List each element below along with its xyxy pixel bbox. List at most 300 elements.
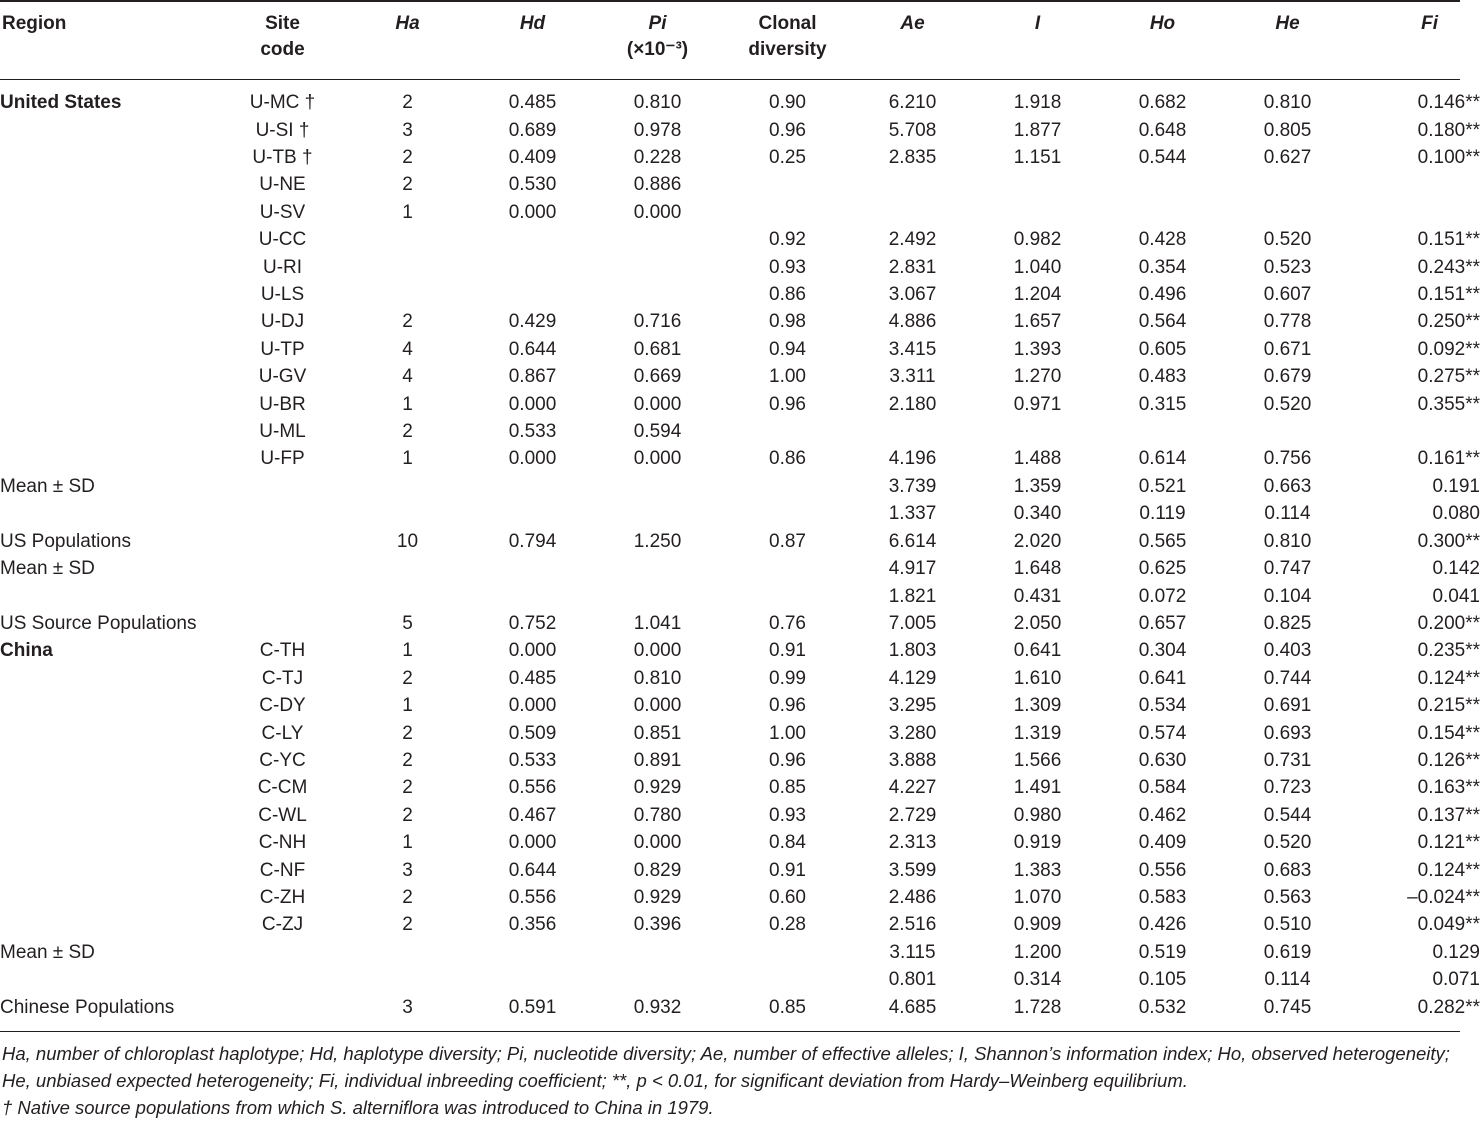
table-row [0, 802, 1480, 829]
pi-cell: 0.932 [633, 996, 682, 1018]
hd-cell [475, 582, 590, 609]
region-cell [0, 582, 225, 609]
ha-cell: 2 [402, 311, 413, 333]
ha-cell: 5 [402, 612, 413, 634]
he-cell: 0.520 [1263, 832, 1312, 854]
header-ho: Ho [1149, 13, 1176, 34]
site-code-cell: C-NF [259, 859, 306, 881]
i-cell: 1.566 [1013, 749, 1062, 771]
table-row [0, 637, 1480, 664]
i-cell: 0.909 [1013, 914, 1062, 936]
hd-cell [475, 500, 590, 527]
region-cell [0, 171, 225, 198]
site-code-cell: C-TJ [261, 667, 304, 689]
hd-cell: 0.591 [508, 996, 557, 1018]
pi-cell: 0.810 [633, 92, 682, 114]
table-body [0, 69, 1480, 1021]
pi-cell [590, 281, 725, 308]
table-row [0, 445, 1480, 472]
site-code-cell: U-MC † [249, 92, 316, 114]
table-row [0, 610, 1480, 637]
fi-cell: 0.180** [1417, 119, 1480, 141]
table-row [0, 363, 1480, 390]
fi-cell: 0.243** [1417, 256, 1480, 278]
ho-cell: 0.630 [1138, 749, 1187, 771]
table-row [0, 144, 1480, 171]
ha-cell: 2 [402, 722, 413, 744]
fi-cell: 0.215** [1417, 695, 1480, 717]
ae-cell: 1.821 [888, 585, 937, 607]
ha-cell [340, 473, 475, 500]
ha-cell: 4 [402, 338, 413, 360]
i-cell: 1.204 [1013, 284, 1062, 306]
header-hd: Hd [519, 13, 546, 34]
i-cell: 0.980 [1013, 804, 1062, 826]
i-cell: 0.431 [1013, 585, 1062, 607]
hd-cell: 0.000 [508, 201, 557, 223]
ho-cell: 0.574 [1138, 722, 1187, 744]
site-code-cell [225, 939, 340, 966]
clonal-diversity-cell: 0.96 [769, 695, 806, 717]
ha-cell: 2 [402, 804, 413, 826]
ae-cell: 4.917 [888, 558, 937, 580]
table-row [0, 390, 1480, 417]
he-cell: 0.671 [1263, 338, 1312, 360]
i-cell: 1.040 [1013, 256, 1062, 278]
i-cell: 1.383 [1013, 859, 1062, 881]
fi-cell [1350, 418, 1480, 445]
ha-cell: 2 [402, 914, 413, 936]
pi-cell: 0.681 [633, 338, 682, 360]
header-clonal-line1: Clonal [758, 13, 817, 34]
ae-cell: 5.708 [888, 119, 937, 141]
hd-cell [475, 253, 590, 280]
ha-cell: 2 [402, 92, 413, 114]
ae-cell: 3.599 [888, 859, 937, 881]
clonal-diversity-cell: 0.96 [769, 119, 806, 141]
ha-cell: 2 [402, 174, 413, 196]
site-code-cell: C-DY [259, 695, 306, 717]
site-code-cell: C-ZH [259, 886, 306, 908]
he-cell: 0.747 [1263, 558, 1312, 580]
he-cell: 0.510 [1263, 914, 1312, 936]
clonal-diversity-cell [725, 500, 850, 527]
header-ae: Ae [900, 13, 925, 34]
ha-cell: 1 [402, 640, 413, 662]
pi-cell: 0.829 [633, 859, 682, 881]
site-code-cell: U-NE [259, 174, 306, 196]
ha-cell: 2 [402, 886, 413, 908]
i-cell [975, 418, 1100, 445]
ho-cell: 0.565 [1138, 530, 1187, 552]
he-cell: 0.403 [1263, 640, 1312, 662]
pi-cell: 0.780 [633, 804, 682, 826]
region-cell [0, 911, 225, 938]
clonal-diversity-cell: 0.25 [769, 147, 806, 169]
he-cell: 0.114 [1264, 969, 1311, 991]
header-i: I [1034, 13, 1041, 34]
site-code-cell: U-TB † [252, 147, 313, 169]
header-pi [590, 11, 725, 69]
clonal-diversity-cell: 0.96 [769, 393, 806, 415]
region-cell [0, 719, 225, 746]
fi-cell: 0.100** [1417, 147, 1480, 169]
he-cell: 0.627 [1263, 147, 1312, 169]
ae-cell: 3.115 [889, 941, 936, 963]
fi-cell: 0.071 [1432, 969, 1480, 991]
region-cell [0, 199, 225, 226]
i-cell: 2.020 [1013, 530, 1062, 552]
ae-cell: 3.888 [888, 749, 937, 771]
hd-cell: 0.530 [508, 174, 557, 196]
pi-cell [590, 253, 725, 280]
hd-cell: 0.000 [508, 695, 557, 717]
i-cell: 1.728 [1013, 996, 1062, 1018]
clonal-diversity-cell: 1.00 [769, 366, 806, 388]
hd-cell: 0.356 [508, 914, 557, 936]
region-cell [0, 692, 225, 719]
ae-cell: 2.313 [888, 832, 937, 854]
table-row [0, 939, 1480, 966]
ho-cell: 0.544 [1138, 147, 1187, 169]
he-cell: 0.731 [1263, 749, 1312, 771]
site-code-cell [225, 993, 340, 1020]
ho-cell: 0.521 [1138, 475, 1187, 497]
pi-cell [590, 966, 725, 993]
table-row [0, 719, 1480, 746]
ho-cell: 0.625 [1138, 558, 1187, 580]
ae-cell: 2.492 [888, 229, 937, 251]
footnote-dagger: † Native source populations from which S. alterniflora was introduced to China in 1979. [2, 1097, 714, 1118]
region-cell [0, 856, 225, 883]
footnote-abbreviations: Ha, number of chloroplast haplotype; Hd, haplotype diversity; Pi, nucleotide diversity; Ae, number of effective alleles; I, Shannon’s information index; Ho, observed heterogeneity; He, unbiased expected heterogeneity; Fi, individual inbreeding coefficient; **, p < 0.01, for significant deviation from Hardy–Weinberg equilibrium. [2, 1043, 1450, 1091]
ho-cell: 0.556 [1138, 859, 1187, 881]
hd-cell: 0.467 [508, 804, 557, 826]
table-row [0, 582, 1480, 609]
clonal-diversity-cell [725, 555, 850, 582]
pi-cell: 0.396 [633, 914, 682, 936]
he-cell: 0.825 [1263, 612, 1312, 634]
ho-cell: 0.682 [1138, 92, 1187, 114]
table-row [0, 473, 1480, 500]
site-code-cell: U-ML [259, 421, 306, 443]
ae-cell: 4.129 [888, 667, 937, 689]
table-row [0, 993, 1480, 1020]
header-site-code-line1: Site [265, 13, 300, 34]
he-cell: 0.679 [1263, 366, 1312, 388]
clonal-diversity-cell: 0.98 [769, 311, 806, 333]
region-cell [0, 774, 225, 801]
site-code-cell: U-GV [258, 366, 307, 388]
i-cell: 1.151 [1013, 147, 1062, 169]
he-cell: 0.114 [1264, 503, 1311, 525]
fi-cell: 0.049** [1417, 914, 1480, 936]
site-code-cell: U-CC [258, 229, 307, 251]
ae-cell: 1.337 [888, 503, 937, 525]
ae-cell: 0.801 [888, 969, 937, 991]
hd-cell [475, 226, 590, 253]
site-code-cell [225, 610, 340, 637]
ha-cell: 3 [402, 859, 413, 881]
table-row [0, 171, 1480, 198]
clonal-diversity-cell: 0.92 [769, 229, 806, 251]
i-cell: 2.050 [1013, 612, 1062, 634]
region-cell [0, 308, 225, 335]
hd-cell [475, 966, 590, 993]
region-cell [0, 829, 225, 856]
he-cell: 0.563 [1263, 886, 1312, 908]
pi-cell: 0.929 [633, 886, 682, 908]
hd-cell: 0.000 [508, 393, 557, 415]
ho-cell: 0.584 [1138, 777, 1187, 799]
pi-cell: 0.669 [633, 366, 682, 388]
table-row [0, 884, 1480, 911]
ha-cell [340, 253, 475, 280]
i-cell: 1.648 [1013, 558, 1062, 580]
fi-cell: 0.146** [1417, 92, 1480, 114]
ha-cell: 1 [402, 832, 413, 854]
header-region: Region [2, 13, 67, 34]
table-row [0, 253, 1480, 280]
i-cell: 1.070 [1013, 886, 1062, 908]
header-clonal-diversity [725, 11, 850, 69]
ho-cell: 0.072 [1138, 585, 1187, 607]
site-code-cell: U-FP [260, 448, 305, 470]
site-code-cell: C-TH [259, 640, 306, 662]
ho-cell: 0.519 [1138, 941, 1187, 963]
ae-cell [850, 418, 975, 445]
table-header [0, 11, 1480, 69]
region-cell: China [0, 640, 53, 662]
i-cell [975, 199, 1100, 226]
ha-cell: 2 [402, 749, 413, 771]
pi-cell: 0.886 [633, 174, 682, 196]
clonal-diversity-cell: 0.93 [769, 256, 806, 278]
table-row [0, 418, 1480, 445]
ho-cell: 0.532 [1138, 996, 1187, 1018]
clonal-diversity-cell: 0.96 [769, 749, 806, 771]
region-cell [0, 445, 225, 472]
ho-cell [1100, 199, 1225, 226]
pi-cell: 1.250 [633, 530, 682, 552]
fi-cell: 0.154** [1417, 722, 1480, 744]
pi-cell [590, 582, 725, 609]
he-cell: 0.523 [1263, 256, 1312, 278]
hd-cell: 0.000 [508, 448, 557, 470]
pi-cell: 0.851 [633, 722, 682, 744]
table-row [0, 747, 1480, 774]
table-row [0, 774, 1480, 801]
clonal-diversity-cell: 1.00 [769, 722, 806, 744]
i-cell: 1.488 [1013, 448, 1062, 470]
fi-cell: 0.235** [1417, 640, 1480, 662]
fi-cell: 0.080 [1432, 503, 1480, 525]
i-cell: 1.610 [1013, 667, 1062, 689]
region-cell [0, 226, 225, 253]
ae-cell: 2.486 [888, 886, 937, 908]
he-cell: 0.778 [1263, 311, 1312, 333]
site-code-cell [225, 966, 340, 993]
site-code-cell: U-DJ [260, 311, 305, 333]
he-cell: 0.745 [1263, 996, 1312, 1018]
region-cell [0, 390, 225, 417]
hd-cell: 0.409 [508, 147, 557, 169]
site-code-cell: U-RI [262, 256, 303, 278]
fi-cell: 0.282** [1417, 996, 1480, 1018]
ha-cell: 2 [402, 777, 413, 799]
i-cell: 1.918 [1013, 92, 1062, 114]
ae-cell: 2.180 [888, 393, 937, 415]
region-cell [0, 802, 225, 829]
i-cell: 1.309 [1013, 695, 1062, 717]
header-site-code-line2: code [260, 39, 305, 60]
pi-cell: 0.228 [633, 147, 682, 169]
table-row [0, 199, 1480, 226]
i-cell: 0.314 [1013, 969, 1062, 991]
pi-cell: 0.000 [633, 832, 682, 854]
hd-cell [475, 473, 590, 500]
region-cell [0, 966, 225, 993]
header-pi-unit: (×10⁻³) [626, 39, 689, 60]
fi-cell: 0.250** [1417, 311, 1480, 333]
pi-cell [590, 473, 725, 500]
ha-cell: 2 [402, 421, 413, 443]
clonal-diversity-cell [725, 199, 850, 226]
header-he: He [1275, 13, 1300, 34]
ha-cell [340, 582, 475, 609]
ha-cell: 2 [402, 147, 413, 169]
clonal-diversity-cell: 0.90 [769, 92, 806, 114]
hd-cell: 0.644 [508, 338, 557, 360]
i-cell: 0.641 [1013, 640, 1062, 662]
i-cell: 0.982 [1013, 229, 1062, 251]
ho-cell: 0.583 [1138, 886, 1187, 908]
pi-cell [590, 939, 725, 966]
region-cell [0, 281, 225, 308]
pi-cell: 0.594 [633, 421, 682, 443]
region-cell: US Source Populations [0, 612, 197, 634]
fi-cell: 0.137** [1417, 804, 1480, 826]
ho-cell: 0.426 [1138, 914, 1187, 936]
hd-cell: 0.000 [508, 640, 557, 662]
ae-cell: 4.196 [888, 448, 937, 470]
fi-cell: 0.191 [1432, 475, 1480, 497]
site-code-cell [225, 528, 340, 555]
region-cell: Chinese Populations [0, 996, 175, 1018]
fi-cell: 0.041 [1432, 585, 1480, 607]
header-pi-symbol: Pi [648, 13, 667, 34]
table-row [0, 308, 1480, 335]
clonal-diversity-cell [725, 582, 850, 609]
fi-cell: 0.151** [1417, 284, 1480, 306]
table-row [0, 226, 1480, 253]
ae-cell: 6.210 [888, 92, 937, 114]
pi-cell: 0.000 [633, 695, 682, 717]
fi-cell: 0.121** [1417, 832, 1480, 854]
ae-cell: 2.516 [888, 914, 937, 936]
fi-cell [1350, 199, 1480, 226]
table-row [0, 665, 1480, 692]
pi-cell: 0.000 [633, 640, 682, 662]
ae-cell: 2.831 [888, 256, 937, 278]
fi-cell: 0.126** [1417, 749, 1480, 771]
ha-cell: 10 [396, 530, 419, 552]
ha-cell: 2 [402, 667, 413, 689]
pi-cell: 0.929 [633, 777, 682, 799]
region-cell: Mean ± SD [0, 558, 95, 580]
ho-cell: 0.648 [1138, 119, 1187, 141]
ae-cell: 1.803 [888, 640, 937, 662]
region-cell: US Populations [0, 530, 131, 552]
i-cell: 1.270 [1013, 366, 1062, 388]
ae-cell: 4.227 [888, 777, 937, 799]
ho-cell: 0.614 [1138, 448, 1187, 470]
hd-cell: 0.556 [508, 886, 557, 908]
fi-cell: 0.092** [1417, 338, 1480, 360]
he-cell [1225, 171, 1350, 198]
region-cell [0, 884, 225, 911]
region-cell: Mean ± SD [0, 941, 95, 963]
fi-cell: 0.275** [1417, 366, 1480, 388]
site-code-cell [225, 555, 340, 582]
pi-cell: 0.978 [633, 119, 682, 141]
site-code-cell: C-LY [261, 722, 304, 744]
header-site-code [225, 11, 340, 69]
i-cell: 1.319 [1013, 722, 1062, 744]
hd-cell: 0.485 [508, 667, 557, 689]
hd-cell: 0.867 [508, 366, 557, 388]
he-cell: 0.619 [1263, 941, 1312, 963]
ho-cell: 0.605 [1138, 338, 1187, 360]
pi-cell: 0.000 [633, 393, 682, 415]
he-cell: 0.520 [1263, 229, 1312, 251]
site-code-cell: U-TP [260, 338, 305, 360]
he-cell: 0.723 [1263, 777, 1312, 799]
table-row [0, 555, 1480, 582]
pi-cell: 0.000 [633, 201, 682, 223]
hd-cell [475, 939, 590, 966]
site-code-cell [225, 473, 340, 500]
table-row [0, 116, 1480, 143]
ae-cell: 6.614 [888, 530, 937, 552]
ae-cell: 7.005 [888, 612, 937, 634]
fi-cell: 0.124** [1417, 667, 1480, 689]
ae-cell: 3.295 [888, 695, 937, 717]
i-cell: 1.393 [1013, 338, 1062, 360]
i-cell: 1.359 [1013, 475, 1062, 497]
site-code-cell: C-YC [259, 749, 306, 771]
fi-cell: 0.200** [1417, 612, 1480, 634]
he-cell: 0.607 [1263, 284, 1312, 306]
hd-cell: 0.752 [508, 612, 557, 634]
clonal-diversity-cell: 0.85 [769, 996, 806, 1018]
fi-cell: 0.142 [1432, 558, 1480, 580]
site-code-cell: C-CM [257, 777, 308, 799]
bottom-rule [0, 1031, 1460, 1032]
clonal-diversity-cell [725, 966, 850, 993]
ae-cell: 2.835 [888, 147, 937, 169]
ha-cell [340, 281, 475, 308]
i-cell: 1.877 [1013, 119, 1062, 141]
hd-cell: 0.509 [508, 722, 557, 744]
site-code-cell: C-WL [258, 804, 307, 826]
ho-cell: 0.641 [1138, 667, 1187, 689]
region-cell [0, 665, 225, 692]
ha-cell [340, 966, 475, 993]
site-code-cell: U-BR [259, 393, 306, 415]
hd-cell: 0.794 [508, 530, 557, 552]
site-code-cell [225, 582, 340, 609]
